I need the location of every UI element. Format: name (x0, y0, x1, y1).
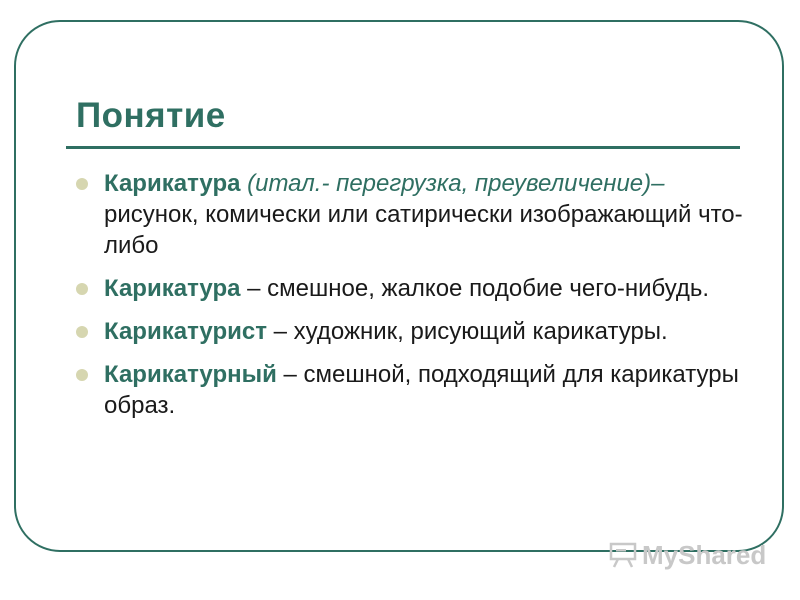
watermark-text: MyShared (642, 539, 767, 570)
definition: – художник, рисующий карикатуры. (266, 318, 668, 345)
bullet-icon (76, 369, 88, 381)
term: Карикатура (104, 275, 241, 302)
term: Карикатурный (104, 361, 277, 388)
watermark (608, 540, 766, 570)
definition-list (76, 168, 756, 433)
list-item (76, 359, 756, 421)
list-item (76, 316, 756, 347)
list-item (76, 273, 756, 304)
bullet-icon (76, 178, 88, 190)
list-item (76, 168, 756, 261)
definition: рисунок, комически или сатирически изображающий что-либо (104, 201, 743, 259)
slide-title: Понятие (76, 96, 226, 135)
definition: – смешное, жалкое подобие чего-нибудь. (240, 275, 710, 302)
term: Карикатурист (104, 318, 267, 345)
bullet-icon (76, 283, 88, 295)
etymology: (итал.- перегрузка, преувеличение)– (240, 170, 665, 197)
title-underline (66, 146, 740, 149)
definition: – смешной, подходящий для карикатуры образ. (104, 361, 739, 419)
presentation-board-icon (608, 542, 638, 568)
term: Карикатура (104, 170, 241, 197)
bullet-icon (76, 326, 88, 338)
